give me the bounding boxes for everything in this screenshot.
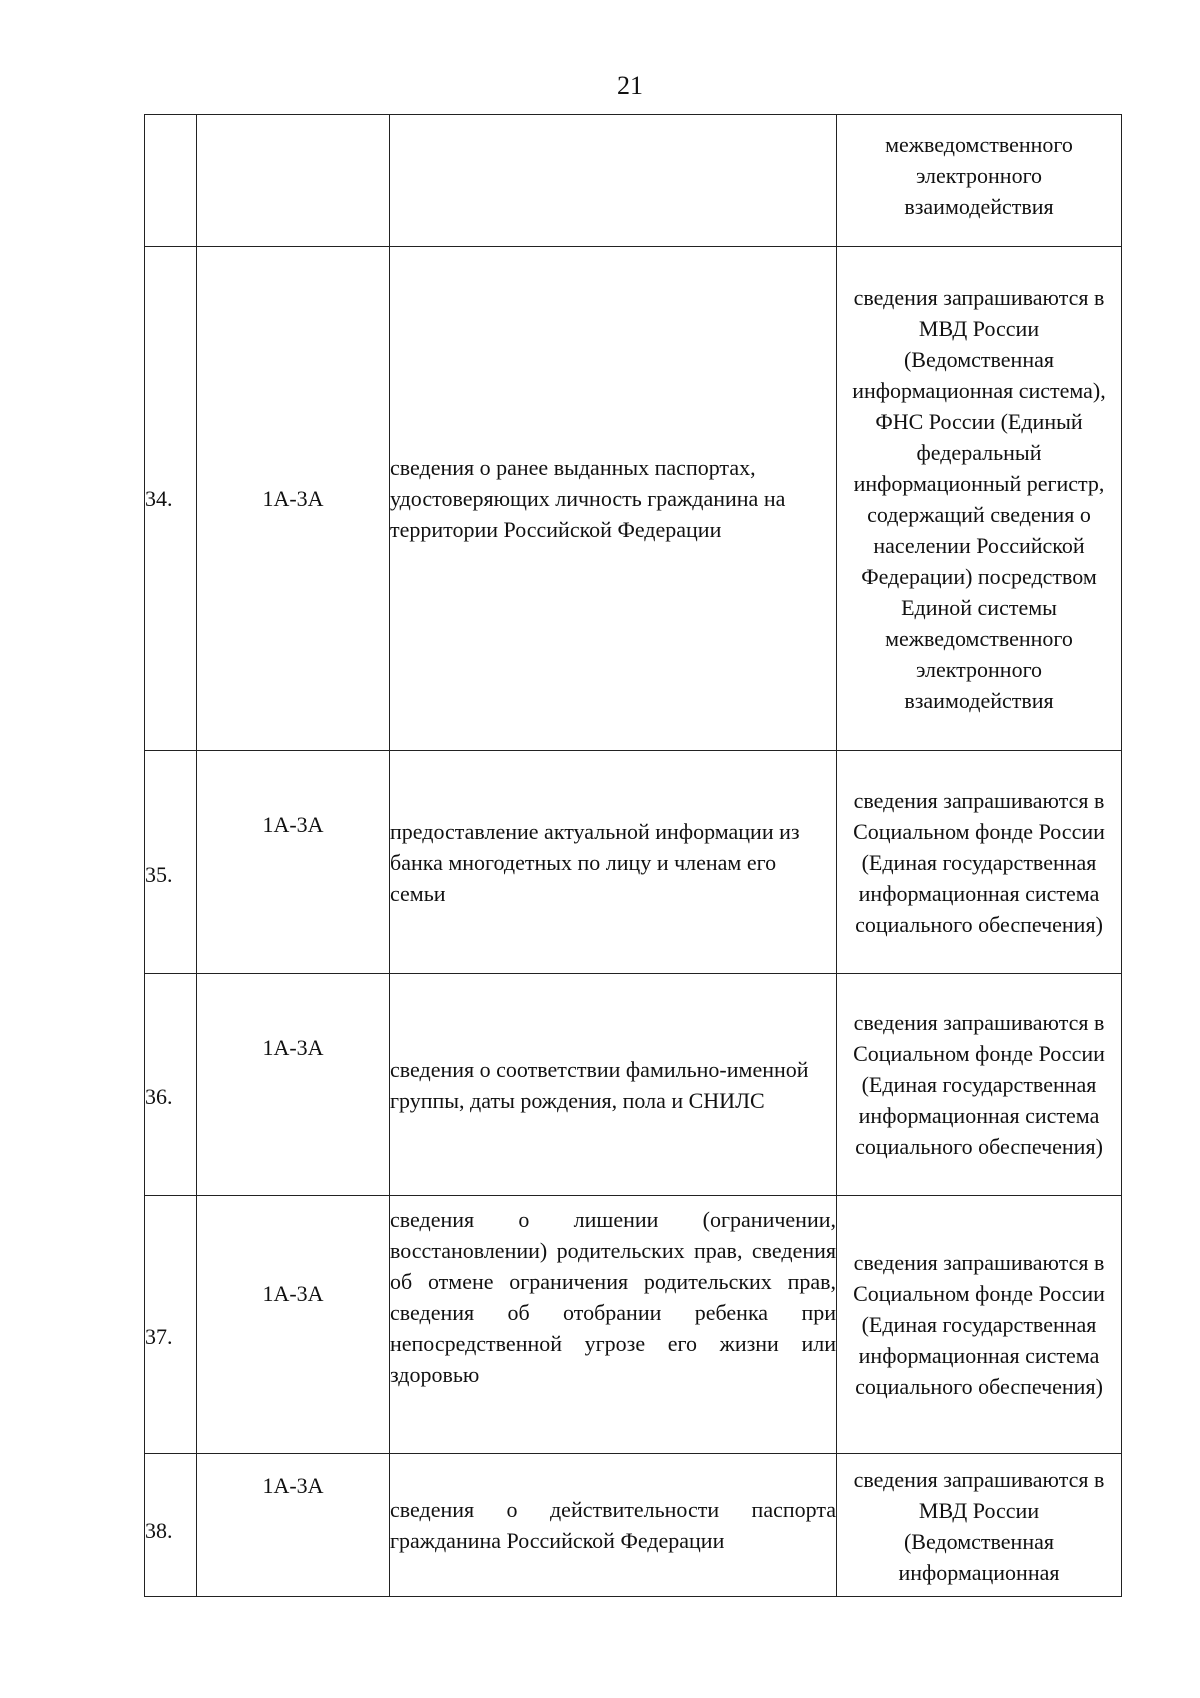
row-number: 34. [145, 247, 197, 751]
row-description: предоставление актуальной информации из банка многодетных по лицу и членам его семьи [390, 751, 837, 974]
row-source-text: сведения запрашиваются в Социальном фонде России (Единая государственная информационная система социального обеспечения) [853, 1010, 1105, 1159]
row-description: сведения о действительности паспорта гражданина Российской Федерации [390, 1454, 837, 1597]
row-source-text: сведения запрашиваются в Социальном фонде России (Единая государственная информационная система социального обеспечения) [853, 787, 1105, 937]
row-source [837, 974, 1122, 1196]
page-number: 21 [617, 71, 643, 100]
row-source-cell [837, 115, 1122, 247]
row-code: 1А-3А [197, 1454, 390, 1597]
row-description: сведения о ранее выданных паспортах, удостоверяющих личность гражданина на территории Российской Федерации [390, 247, 837, 751]
row-code-cell [197, 115, 390, 247]
table-row [145, 751, 1122, 974]
row-number-cell [145, 115, 197, 247]
requests-table [144, 114, 1122, 1597]
row-description-cell [390, 115, 837, 247]
row-code: 1А-3А [197, 751, 390, 974]
row-number: 37. [145, 1196, 197, 1454]
row-source-text: сведения запрашиваются в Социальном фонде России (Единая государственная информационная система социального обеспечения) [853, 1250, 1105, 1399]
table-row [145, 974, 1122, 1196]
row-code: 1А-3А [197, 1196, 390, 1454]
row-source-text: сведения запрашиваются в МВД России (Ведомственная информационная система), ФНС России (Единый федеральный информационный регистр, содержащий сведения о населении Российской Федерации) посредством Единой системы межведомственного электронного взаимодействия [852, 284, 1106, 713]
row-number: 38. [145, 1454, 197, 1597]
table-row [145, 1454, 1122, 1597]
row-source-text: межведомственного электронного взаимодействия [885, 132, 1073, 219]
table-row-continued [145, 115, 1122, 247]
table-row [145, 247, 1122, 751]
row-number: 36. [145, 974, 197, 1196]
row-number: 35. [145, 751, 197, 974]
row-source [837, 1196, 1122, 1454]
row-source [837, 751, 1122, 974]
row-source [837, 1454, 1122, 1597]
row-code: 1А-3А [197, 974, 390, 1196]
row-description: сведения о лишении (ограничении, восстановлении) родительских прав, сведения об отмене ограничения родительских прав, сведения об отобрании ребенка при непосредственной угрозе его жизни или здоровью [390, 1196, 837, 1454]
row-source-text: сведения запрашиваются в МВД России (Ведомственная информационная [853, 1467, 1105, 1585]
row-code: 1А-3А [197, 247, 390, 751]
table-row [145, 1196, 1122, 1454]
row-description: сведения о соответствии фамильно-именной группы, даты рождения, пола и СНИЛС [390, 974, 837, 1196]
row-source [837, 247, 1122, 751]
